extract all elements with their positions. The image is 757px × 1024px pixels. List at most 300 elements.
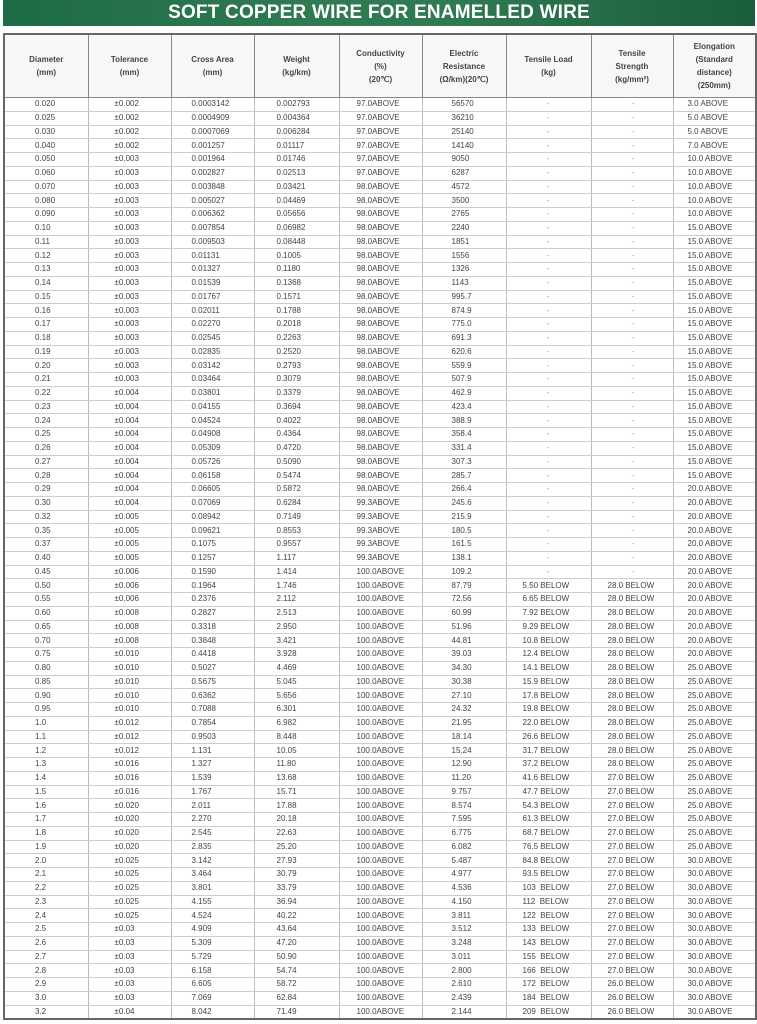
cell-electric-resistance: 4572 <box>422 180 506 194</box>
cell-tolerance: ±0.016 <box>88 771 171 785</box>
cell-conductivity: 98.0ABOVE <box>339 400 422 414</box>
cell-electric-resistance: 285.7 <box>422 469 506 483</box>
copper-wire-spec-table <box>3 33 757 1020</box>
cell-tensile-load: 15.9 BELOW <box>506 675 591 689</box>
cell-elongation: 20.0 ABOVE <box>673 620 756 634</box>
cell-electric-resistance: 30.38 <box>422 675 506 689</box>
cell-tolerance: ±0.03 <box>88 923 171 937</box>
cell-cross-area: 6.158 <box>171 964 254 978</box>
cell-conductivity: 100.0ABOVE <box>339 840 422 854</box>
cell-conductivity: 98.0ABOVE <box>339 345 422 359</box>
cell-tensile-load: - <box>506 318 591 332</box>
cell-cross-area: 0.1590 <box>171 565 254 579</box>
table-row <box>4 1005 756 1019</box>
cell-electric-resistance: 8.574 <box>422 799 506 813</box>
cell-electric-resistance: 4.977 <box>422 868 506 882</box>
cell-diameter: 0.28 <box>4 469 88 483</box>
cell-weight: 54.74 <box>254 964 339 978</box>
cell-diameter: 0.030 <box>4 125 88 139</box>
cell-electric-resistance: 24.32 <box>422 703 506 717</box>
cell-tensile-load: - <box>506 331 591 345</box>
table-row <box>4 235 756 249</box>
cell-weight: 0.006284 <box>254 125 339 139</box>
cell-cross-area: 0.3318 <box>171 620 254 634</box>
cell-weight: 0.06982 <box>254 221 339 235</box>
cell-tolerance: ±0.002 <box>88 111 171 125</box>
cell-weight: 0.05656 <box>254 208 339 222</box>
cell-tolerance: ±0.003 <box>88 263 171 277</box>
cell-conductivity: 100.0ABOVE <box>339 758 422 772</box>
column-header-line: Electric <box>449 48 479 58</box>
table-row <box>4 744 756 758</box>
cell-electric-resistance: 87.79 <box>422 579 506 593</box>
cell-electric-resistance: 12.90 <box>422 758 506 772</box>
cell-cross-area: 0.09621 <box>171 524 254 538</box>
table-row <box>4 139 756 153</box>
cell-elongation: 25.0 ABOVE <box>673 813 756 827</box>
cell-tensile-load: - <box>506 565 591 579</box>
cell-tensile-strength: 28.0 BELOW <box>591 758 673 772</box>
cell-elongation: 20.0 ABOVE <box>673 524 756 538</box>
column-header-elongation <box>673 34 756 98</box>
table-body <box>4 98 756 1020</box>
cell-conductivity: 100.0ABOVE <box>339 978 422 992</box>
cell-electric-resistance: 331.4 <box>422 441 506 455</box>
cell-conductivity: 98.0ABOVE <box>339 483 422 497</box>
cell-tensile-load: - <box>506 98 591 112</box>
table-row <box>4 221 756 235</box>
cell-conductivity: 100.0ABOVE <box>339 1005 422 1019</box>
cell-conductivity: 100.0ABOVE <box>339 675 422 689</box>
cell-weight: 0.02513 <box>254 166 339 180</box>
cell-electric-resistance: 44.81 <box>422 634 506 648</box>
cell-tensile-load: - <box>506 249 591 263</box>
cell-tensile-load: 76.5 BELOW <box>506 840 591 854</box>
cell-weight: 0.1571 <box>254 290 339 304</box>
table-row <box>4 455 756 469</box>
cell-cross-area: 0.05726 <box>171 455 254 469</box>
cell-diameter: 0.35 <box>4 524 88 538</box>
cell-weight: 6.982 <box>254 716 339 730</box>
cell-weight: 5.045 <box>254 675 339 689</box>
cell-electric-resistance: 18.14 <box>422 730 506 744</box>
cell-weight: 0.7149 <box>254 510 339 524</box>
cell-weight: 62.84 <box>254 991 339 1005</box>
cell-tensile-strength: 28.0 BELOW <box>591 620 673 634</box>
cell-elongation: 20.0 ABOVE <box>673 551 756 565</box>
cell-elongation: 15.0 ABOVE <box>673 441 756 455</box>
cell-tensile-strength: 27.0 BELOW <box>591 881 673 895</box>
table-row <box>4 936 756 950</box>
cell-weight: 0.9557 <box>254 538 339 552</box>
cell-conductivity: 100.0ABOVE <box>339 909 422 923</box>
cell-tolerance: ±0.025 <box>88 909 171 923</box>
cell-elongation: 15.0 ABOVE <box>673 304 756 318</box>
cell-tensile-load: - <box>506 373 591 387</box>
table-row <box>4 826 756 840</box>
cell-tolerance: ±0.03 <box>88 936 171 950</box>
cell-conductivity: 98.0ABOVE <box>339 373 422 387</box>
cell-cross-area: 0.07069 <box>171 496 254 510</box>
cell-conductivity: 100.0ABOVE <box>339 895 422 909</box>
table-row <box>4 813 756 827</box>
cell-tolerance: ±0.003 <box>88 249 171 263</box>
cell-tensile-load: - <box>506 524 591 538</box>
cell-weight: 0.4720 <box>254 441 339 455</box>
table-row <box>4 978 756 992</box>
cell-cross-area: 0.003848 <box>171 180 254 194</box>
cell-cross-area: 0.04908 <box>171 428 254 442</box>
cell-tolerance: ±0.003 <box>88 304 171 318</box>
cell-elongation: 20.0 ABOVE <box>673 483 756 497</box>
cell-electric-resistance: 11.20 <box>422 771 506 785</box>
column-header-line: (%) <box>374 61 387 71</box>
cell-cross-area: 4.155 <box>171 895 254 909</box>
cell-cross-area: 2.835 <box>171 840 254 854</box>
cell-diameter: 0.18 <box>4 331 88 345</box>
cell-weight: 33.79 <box>254 881 339 895</box>
cell-cross-area: 0.2376 <box>171 593 254 607</box>
cell-tolerance: ±0.003 <box>88 194 171 208</box>
cell-elongation: 15.0 ABOVE <box>673 249 756 263</box>
cell-conductivity: 98.0ABOVE <box>339 441 422 455</box>
cell-tensile-strength: - <box>591 235 673 249</box>
cell-tensile-strength: - <box>591 510 673 524</box>
cell-elongation: 30.0 ABOVE <box>673 936 756 950</box>
cell-electric-resistance: 507.9 <box>422 373 506 387</box>
cell-tensile-strength: 27.0 BELOW <box>591 909 673 923</box>
cell-electric-resistance: 72.56 <box>422 593 506 607</box>
table-row <box>4 290 756 304</box>
cell-cross-area: 0.001257 <box>171 139 254 153</box>
cell-tensile-load: 184 BELOW <box>506 991 591 1005</box>
cell-elongation: 3.0 ABOVE <box>673 98 756 112</box>
table-row <box>4 716 756 730</box>
cell-diameter: 0.80 <box>4 661 88 675</box>
cell-tensile-strength: - <box>591 221 673 235</box>
cell-electric-resistance: 3.512 <box>422 923 506 937</box>
cell-tensile-strength: - <box>591 345 673 359</box>
cell-tolerance: ±0.003 <box>88 166 171 180</box>
cell-elongation: 15.0 ABOVE <box>673 290 756 304</box>
cell-diameter: 0.45 <box>4 565 88 579</box>
table-row <box>4 111 756 125</box>
cell-cross-area: 0.4418 <box>171 648 254 662</box>
cell-tensile-load: 6.65 BELOW <box>506 593 591 607</box>
cell-diameter: 0.060 <box>4 166 88 180</box>
cell-elongation: 20.0 ABOVE <box>673 634 756 648</box>
cell-tensile-strength: - <box>591 290 673 304</box>
table-row <box>4 428 756 442</box>
cell-tolerance: ±0.016 <box>88 758 171 772</box>
cell-conductivity: 99.3ABOVE <box>339 524 422 538</box>
cell-diameter: 0.10 <box>4 221 88 235</box>
cell-tensile-load: 209 BELOW <box>506 1005 591 1019</box>
cell-elongation: 20.0 ABOVE <box>673 538 756 552</box>
cell-conductivity: 100.0ABOVE <box>339 950 422 964</box>
cell-tensile-load: 68.7 BELOW <box>506 826 591 840</box>
table-row <box>4 991 756 1005</box>
cell-electric-resistance: 180.5 <box>422 524 506 538</box>
cell-diameter: 0.85 <box>4 675 88 689</box>
cell-conductivity: 99.3ABOVE <box>339 510 422 524</box>
cell-tensile-strength: - <box>591 483 673 497</box>
cell-weight: 0.2018 <box>254 318 339 332</box>
cell-electric-resistance: 1556 <box>422 249 506 263</box>
cell-cross-area: 5.309 <box>171 936 254 950</box>
cell-weight: 1.117 <box>254 551 339 565</box>
cell-weight: 10.05 <box>254 744 339 758</box>
cell-tensile-strength: 27.0 BELOW <box>591 950 673 964</box>
cell-diameter: 0.40 <box>4 551 88 565</box>
cell-elongation: 15.0 ABOVE <box>673 373 756 387</box>
table-row <box>4 208 756 222</box>
cell-diameter: 2.7 <box>4 950 88 964</box>
cell-elongation: 20.0 ABOVE <box>673 606 756 620</box>
cell-tensile-strength: 27.0 BELOW <box>591 785 673 799</box>
cell-cross-area: 0.0003142 <box>171 98 254 112</box>
cell-elongation: 25.0 ABOVE <box>673 661 756 675</box>
cell-tolerance: ±0.004 <box>88 455 171 469</box>
cell-tensile-load: - <box>506 441 591 455</box>
cell-elongation: 30.0 ABOVE <box>673 1005 756 1019</box>
cell-tolerance: ±0.004 <box>88 469 171 483</box>
cell-diameter: 0.60 <box>4 606 88 620</box>
column-header-conductivity <box>339 34 422 98</box>
cell-electric-resistance: 15.24 <box>422 744 506 758</box>
cell-elongation: 15.0 ABOVE <box>673 400 756 414</box>
cell-tensile-load: - <box>506 290 591 304</box>
cell-cross-area: 0.01767 <box>171 290 254 304</box>
cell-conductivity: 100.0ABOVE <box>339 964 422 978</box>
cell-diameter: 1.1 <box>4 730 88 744</box>
cell-electric-resistance: 462.9 <box>422 386 506 400</box>
cell-electric-resistance: 423.4 <box>422 400 506 414</box>
table-row <box>4 854 756 868</box>
cell-weight: 8.448 <box>254 730 339 744</box>
table-row <box>4 510 756 524</box>
table-row <box>4 868 756 882</box>
cell-tensile-load: 22.0 BELOW <box>506 716 591 730</box>
cell-tensile-load: - <box>506 180 591 194</box>
table-row <box>4 606 756 620</box>
cell-cross-area: 0.04524 <box>171 414 254 428</box>
cell-diameter: 2.4 <box>4 909 88 923</box>
cell-electric-resistance: 9.757 <box>422 785 506 799</box>
cell-tensile-strength: 27.0 BELOW <box>591 771 673 785</box>
cell-tolerance: ±0.005 <box>88 524 171 538</box>
cell-conductivity: 100.0ABOVE <box>339 799 422 813</box>
cell-weight: 0.1180 <box>254 263 339 277</box>
table-row <box>4 551 756 565</box>
cell-tensile-strength: 28.0 BELOW <box>591 716 673 730</box>
cell-diameter: 0.080 <box>4 194 88 208</box>
cell-electric-resistance: 2240 <box>422 221 506 235</box>
cell-diameter: 0.090 <box>4 208 88 222</box>
cell-weight: 2.112 <box>254 593 339 607</box>
cell-elongation: 10.0 ABOVE <box>673 194 756 208</box>
cell-tensile-strength: - <box>591 125 673 139</box>
cell-tolerance: ±0.002 <box>88 125 171 139</box>
cell-electric-resistance: 60.99 <box>422 606 506 620</box>
cell-cross-area: 0.7088 <box>171 703 254 717</box>
column-header-line: Elongation <box>693 42 735 51</box>
cell-tensile-strength: 27.0 BELOW <box>591 840 673 854</box>
cell-electric-resistance: 14140 <box>422 139 506 153</box>
cell-tensile-load: - <box>506 400 591 414</box>
cell-tensile-strength: 28.0 BELOW <box>591 730 673 744</box>
cell-tensile-strength: 27.0 BELOW <box>591 936 673 950</box>
cell-cross-area: 4.524 <box>171 909 254 923</box>
cell-tensile-load: 19.8 BELOW <box>506 703 591 717</box>
cell-conductivity: 99.3ABOVE <box>339 538 422 552</box>
cell-conductivity: 100.0ABOVE <box>339 881 422 895</box>
table-row <box>4 579 756 593</box>
cell-tolerance: ±0.020 <box>88 813 171 827</box>
column-header-weight <box>254 34 339 98</box>
cell-tolerance: ±0.004 <box>88 386 171 400</box>
cell-tensile-load: - <box>506 304 591 318</box>
cell-elongation: 25.0 ABOVE <box>673 716 756 730</box>
cell-tolerance: ±0.010 <box>88 703 171 717</box>
cell-weight: 1.414 <box>254 565 339 579</box>
cell-tensile-strength: - <box>591 304 673 318</box>
cell-conductivity: 100.0ABOVE <box>339 716 422 730</box>
table-row <box>4 881 756 895</box>
cell-tensile-load: 26.6 BELOW <box>506 730 591 744</box>
column-header-line: (Standard <box>695 55 733 64</box>
cell-cross-area: 0.01327 <box>171 263 254 277</box>
cell-cross-area: 1.767 <box>171 785 254 799</box>
table-row <box>4 565 756 579</box>
cell-tolerance: ±0.010 <box>88 675 171 689</box>
cell-elongation: 25.0 ABOVE <box>673 826 756 840</box>
cell-tensile-load: 31.7 BELOW <box>506 744 591 758</box>
cell-tolerance: ±0.020 <box>88 799 171 813</box>
table-row <box>4 758 756 772</box>
cell-tensile-load: - <box>506 235 591 249</box>
cell-elongation: 30.0 ABOVE <box>673 950 756 964</box>
cell-cross-area: 0.5675 <box>171 675 254 689</box>
table-row <box>4 194 756 208</box>
cell-tensile-strength: 28.0 BELOW <box>591 703 673 717</box>
cell-tensile-strength: - <box>591 180 673 194</box>
cell-cross-area: 0.02545 <box>171 331 254 345</box>
cell-electric-resistance: 138.1 <box>422 551 506 565</box>
cell-electric-resistance: 51.96 <box>422 620 506 634</box>
cell-electric-resistance: 9050 <box>422 153 506 167</box>
cell-weight: 4.469 <box>254 661 339 675</box>
cell-conductivity: 100.0ABOVE <box>339 785 422 799</box>
column-header-line: (kg/mm²) <box>615 74 649 84</box>
cell-tensile-load: 41.6 BELOW <box>506 771 591 785</box>
table-row <box>4 675 756 689</box>
cell-tensile-strength: 27.0 BELOW <box>591 826 673 840</box>
column-header-line: (Ω/km)(20℃) <box>439 74 489 84</box>
cell-conductivity: 98.0ABOVE <box>339 386 422 400</box>
cell-conductivity: 97.0ABOVE <box>339 111 422 125</box>
cell-elongation: 30.0 ABOVE <box>673 991 756 1005</box>
column-header-tolerance <box>88 34 171 98</box>
cell-tolerance: ±0.025 <box>88 868 171 882</box>
cell-diameter: 3.0 <box>4 991 88 1005</box>
cell-diameter: 0.90 <box>4 689 88 703</box>
cell-elongation: 20.0 ABOVE <box>673 510 756 524</box>
cell-conductivity: 100.0ABOVE <box>339 771 422 785</box>
cell-tensile-strength: - <box>591 428 673 442</box>
cell-conductivity: 100.0ABOVE <box>339 606 422 620</box>
table-row <box>4 98 756 112</box>
cell-cross-area: 3.142 <box>171 854 254 868</box>
cell-diameter: 2.9 <box>4 978 88 992</box>
column-header-line: (kg) <box>541 68 556 77</box>
table-row <box>4 524 756 538</box>
cell-electric-resistance: 109.2 <box>422 565 506 579</box>
cell-cross-area: 0.01539 <box>171 276 254 290</box>
cell-tensile-load: 103 BELOW <box>506 881 591 895</box>
cell-tensile-strength: - <box>591 331 673 345</box>
column-header-line: (mm) <box>119 68 140 77</box>
cell-diameter: 3.2 <box>4 1005 88 1019</box>
cell-cross-area: 0.01131 <box>171 249 254 263</box>
cell-diameter: 0.24 <box>4 414 88 428</box>
cell-electric-resistance: 4.536 <box>422 881 506 895</box>
cell-electric-resistance: 1326 <box>422 263 506 277</box>
cell-conductivity: 98.0ABOVE <box>339 304 422 318</box>
cell-conductivity: 98.0ABOVE <box>339 414 422 428</box>
cell-tolerance: ±0.008 <box>88 606 171 620</box>
cell-elongation: 15.0 ABOVE <box>673 345 756 359</box>
cell-conductivity: 98.0ABOVE <box>339 180 422 194</box>
table-row <box>4 634 756 648</box>
cell-tensile-strength: 28.0 BELOW <box>591 634 673 648</box>
cell-weight: 0.4364 <box>254 428 339 442</box>
cell-conductivity: 100.0ABOVE <box>339 703 422 717</box>
cell-weight: 6.301 <box>254 703 339 717</box>
column-header-line: Tensile Load <box>524 55 573 64</box>
column-header-line: (mm) <box>36 68 57 77</box>
table-row <box>4 469 756 483</box>
cell-tensile-load: 54.3 BELOW <box>506 799 591 813</box>
cell-conductivity: 100.0ABOVE <box>339 634 422 648</box>
table-row <box>4 496 756 510</box>
cell-diameter: 1.5 <box>4 785 88 799</box>
cell-cross-area: 0.02011 <box>171 304 254 318</box>
cell-diameter: 0.17 <box>4 318 88 332</box>
cell-tolerance: ±0.003 <box>88 180 171 194</box>
cell-elongation: 15.0 ABOVE <box>673 428 756 442</box>
cell-weight: 50.90 <box>254 950 339 964</box>
cell-diameter: 2.5 <box>4 923 88 937</box>
cell-diameter: 2.8 <box>4 964 88 978</box>
cell-elongation: 25.0 ABOVE <box>673 758 756 772</box>
cell-tensile-load: - <box>506 483 591 497</box>
cell-tolerance: ±0.008 <box>88 634 171 648</box>
column-header-line: Conductivity <box>356 48 405 58</box>
cell-diameter: 1.6 <box>4 799 88 813</box>
cell-weight: 40.22 <box>254 909 339 923</box>
cell-weight: 1.746 <box>254 579 339 593</box>
cell-weight: 0.01746 <box>254 153 339 167</box>
cell-tolerance: ±0.008 <box>88 620 171 634</box>
cell-diameter: 0.30 <box>4 496 88 510</box>
cell-cross-area: 2.270 <box>171 813 254 827</box>
table-row <box>4 263 756 277</box>
cell-tolerance: ±0.003 <box>88 208 171 222</box>
cell-elongation: 25.0 ABOVE <box>673 771 756 785</box>
cell-tensile-load: 122 BELOW <box>506 909 591 923</box>
cell-conductivity: 97.0ABOVE <box>339 166 422 180</box>
